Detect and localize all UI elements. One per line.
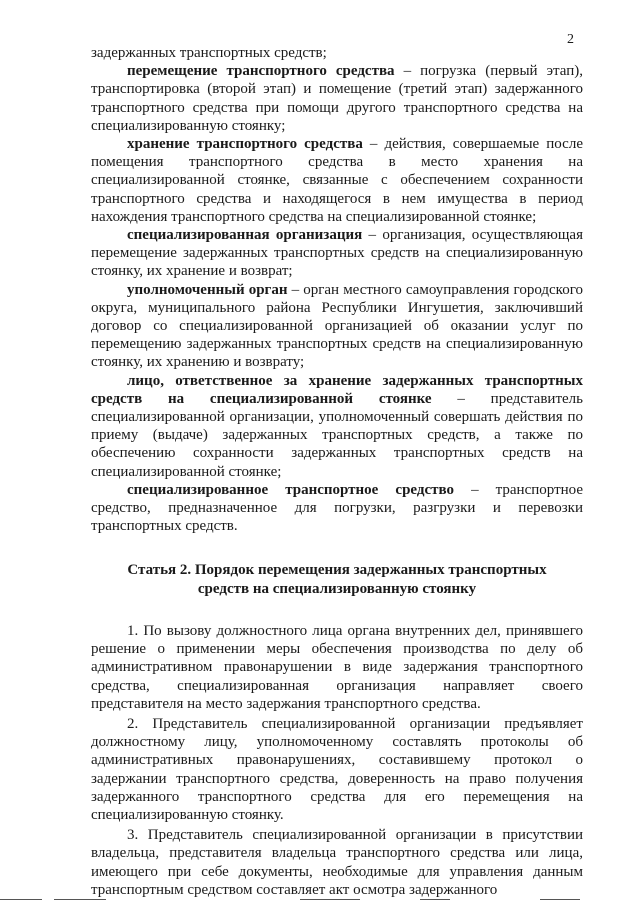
page-number: 2 [567, 32, 574, 47]
definition-item [91, 281, 583, 372]
article-paragraph: 1. По вызову должностного лица органа внутренних дел, принявшего решение о применении меры обеспечения производства по делу об административном правонарушении в виде задержания транспортного средства, специализированная организация направляет своего представителя на место задержания транспортного средства. [91, 622, 583, 712]
definition-term: специализированная организация [127, 227, 363, 244]
definition-text: задержанных транспортных средств; [91, 45, 327, 61]
definition-term: специализированное транспортное средство [127, 481, 454, 498]
definition-item [91, 226, 583, 281]
definition-text: – погрузка (первый этап), транспортировка (второй этап) и помещение (третий этап) задержанного транспортного средства при помощи другого транспортного средства на специализированную стоянку; [91, 63, 583, 134]
definition-item [91, 481, 583, 536]
article-heading: Статья 2. Порядок перемещения задержанных транспортных средств на специализированную стоянку [127, 562, 547, 597]
definition-item [91, 135, 583, 226]
definition-continuation [91, 44, 583, 62]
definition-term: хранение транспортного средства [127, 136, 363, 153]
definition-term: лицо, ответственное за хранение задержанных транспортных средств на специализированной стоянке [91, 372, 583, 407]
document-body [91, 44, 583, 899]
scan-edge-marks [0, 897, 640, 905]
definition-term: уполномоченный орган [127, 281, 288, 298]
definition-text: – действия, совершаемые после помещения транспортного средства в место хранения на специализированной стоянке, связанные с обеспечением сохранности транспортного средства и находящегося в нем имущества в период нахождения транспортного средства на специализированной стоянке; [91, 136, 583, 225]
definition-text: – представитель специализированной организации, уполномоченный совершать действия по приему (выдаче) задержанных транспортных средств, а также по обеспечению сохранности задержанных транспортных средств на специализированной стоянке; [91, 390, 583, 480]
definition-item [91, 372, 583, 481]
definition-text: – орган местного самоуправления городского округа, муниципального района Республики Ингушетия, заключивший договор со специализированной организацией об оказании услуг по перемещению задержанных транспортных средств на специализированную стоянку, их хранению и возврату; [91, 281, 583, 371]
definition-text: – транспортное средство, предназначенное для погрузки, разгрузки и перевозки транспортных средств. [91, 481, 583, 535]
article-paragraph: 2. Представитель специализированной организации предъявляет должностному лицу, уполномоченному составлять протоколы об административных правонарушениях, составившему протокол о задержании транспортного средства, доверенность на право получения задержанного транспортного средства для его перемещения на специализированную стоянку. [91, 715, 583, 823]
definition-term: перемещение транспортного средства [127, 63, 395, 80]
definition-text: – организация, осуществляющая перемещение задержанных транспортных средств на специализированную стоянку, их хранение и возврат; [91, 227, 583, 280]
definition-item [91, 62, 583, 135]
article-paragraph: 3. Представитель специализированной организации в присутствии владельца, представителя владельца транспортного средства или лица, имеющего при себе документы, необходимые для управления данным транспортным средством составляет акт осмотра задержанного [91, 827, 583, 898]
